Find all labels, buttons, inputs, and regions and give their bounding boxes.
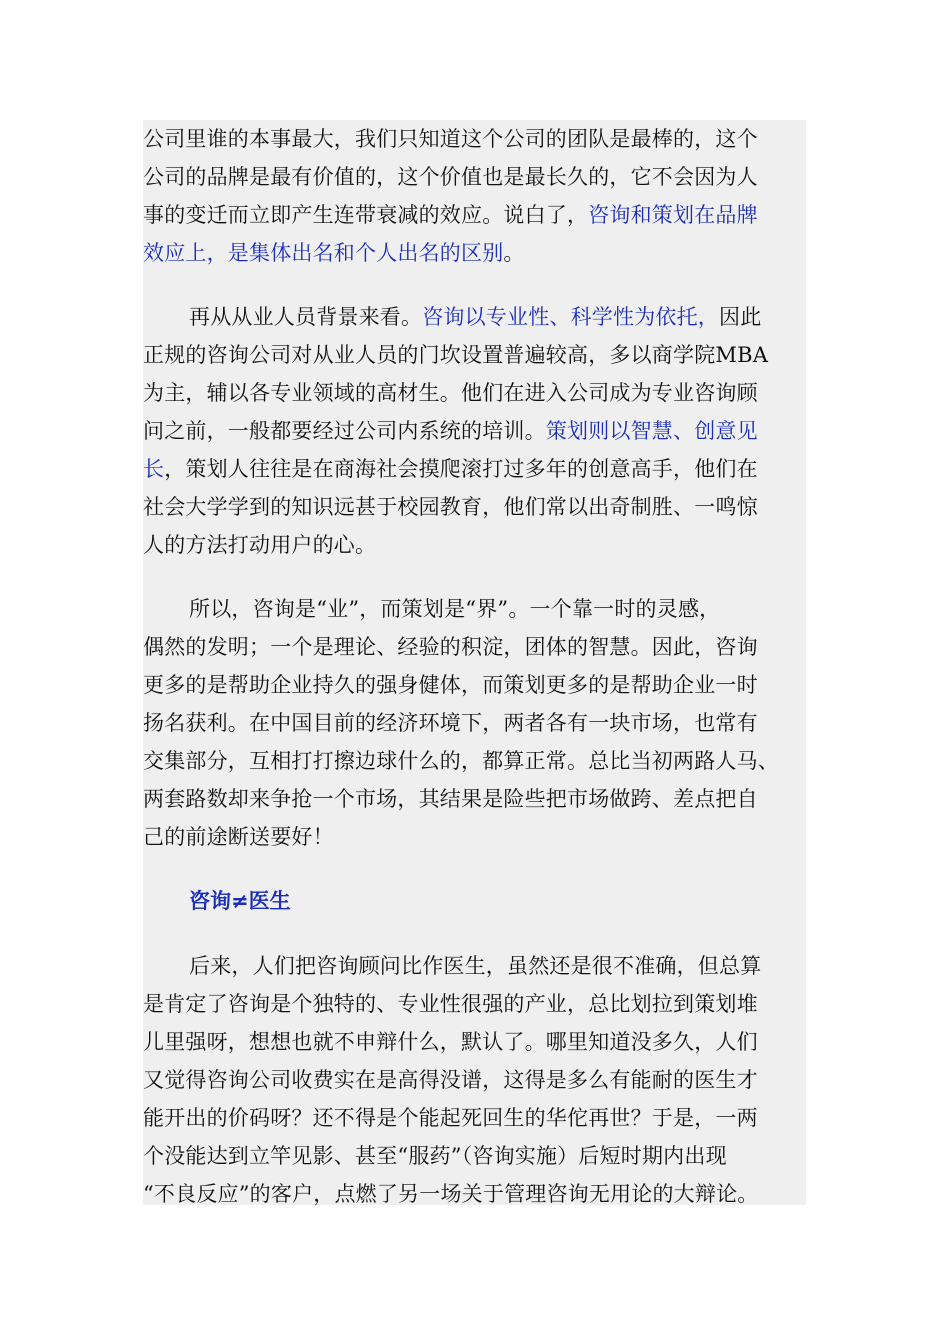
highlighted-text: 咨询以专业性、科学性为依托， [422, 305, 720, 329]
document-body [143, 120, 806, 1205]
text-line [143, 298, 806, 336]
text-line: 是肯定了咨询是个独特的、专业性很强的产业，总比划拉到策划堆 [143, 992, 758, 1016]
text-line: 扬名获利。在中国目前的经济环境下，两者各有一块市场，也常有 [143, 711, 758, 735]
text-line: 又觉得咨询公司收费实在是高得没谱，这得是多么有能耐的医生才 [143, 1068, 758, 1092]
paragraph-conclusion [143, 590, 806, 856]
text-run: 问之前，一般都要经过公司内系统的培训。 [143, 419, 546, 443]
paragraph-brand-effect [143, 120, 806, 272]
paragraph-doctor-analogy [143, 947, 806, 1213]
text-line: “不良反应”的客户，点燃了另一场关于管理咨询无用论的大辩论。 [143, 1182, 759, 1206]
section-heading: 咨询≠医生 [189, 889, 291, 913]
text-line: 更多的是帮助企业持久的强身健体，而策划更多的是帮助企业一时 [143, 673, 758, 697]
text-line: 后来，人们把咨询顾问比作医生，虽然还是很不准确，但总算 [189, 954, 762, 978]
text-line: 能开出的价码呀？还不得是个能起死回生的华佗再世？于是，一两 [143, 1106, 758, 1130]
text-line: 公司里谁的本事最大，我们只知道这个公司的团队是最棒的，这个 [143, 127, 758, 151]
highlighted-text: 效应上，是集体出名和个人出名的区别 [143, 241, 504, 265]
paragraph-staff-background [143, 298, 806, 564]
text-line: 为主，辅以各专业领域的高材生。他们在进入公司成为专业咨询顾 [143, 381, 758, 405]
text-run: 。 [503, 241, 525, 265]
text-run: 事的变迁而立即产生连带衰减的效应。说白了， [143, 203, 589, 227]
text-line [143, 412, 806, 450]
text-line: 交集部分，互相打打擦边球什么的，都算正常。总比当初两路人马、 [143, 749, 779, 773]
text-line: 儿里强呀，想想也就不申辩什么，默认了。哪里知道没多久，人们 [143, 1030, 758, 1054]
text-line [143, 450, 806, 488]
text-line: 己的前途断送要好！ [143, 825, 334, 849]
text-run: 再从从业人员背景来看。 [189, 305, 423, 329]
text-line: 偶然的发明；一个是理论、经验的积淀，团体的智慧。因此，咨询 [143, 635, 758, 659]
text-line: 个没能达到立竿见影、甚至“服药”（咨询实施）后短时期内出现 [143, 1144, 727, 1168]
text-line [143, 196, 806, 234]
text-line: 人的方法打动用户的心。 [143, 533, 377, 557]
highlighted-text: 策划则以智慧、创意见 [545, 419, 758, 443]
text-line: 两套路数却来争抢一个市场，其结果是险些把市场做跨、差点把自 [143, 787, 758, 811]
highlighted-text: 长 [143, 457, 165, 481]
text-line: 公司的品牌是最有价值的，这个价值也是最长久的，它不会因为人 [143, 165, 758, 189]
text-line: 所以，咨询是“业”，而策划是“界”。一个靠一时的灵感， [189, 597, 721, 621]
text-run: ，策划人往往是在商海社会摸爬滚打过多年的创意高手，他们在 [164, 457, 758, 481]
text-run: 因此 [719, 305, 762, 329]
highlighted-text: 咨询和策划在品牌 [588, 203, 758, 227]
text-line: 社会大学学到的知识远甚于校园教育，他们常以出奇制胜、一鸣惊 [143, 495, 758, 519]
text-line: 正规的咨询公司对从业人员的门坎设置普遍较高，多以商学院MBA [143, 343, 769, 367]
text-line [143, 234, 806, 272]
